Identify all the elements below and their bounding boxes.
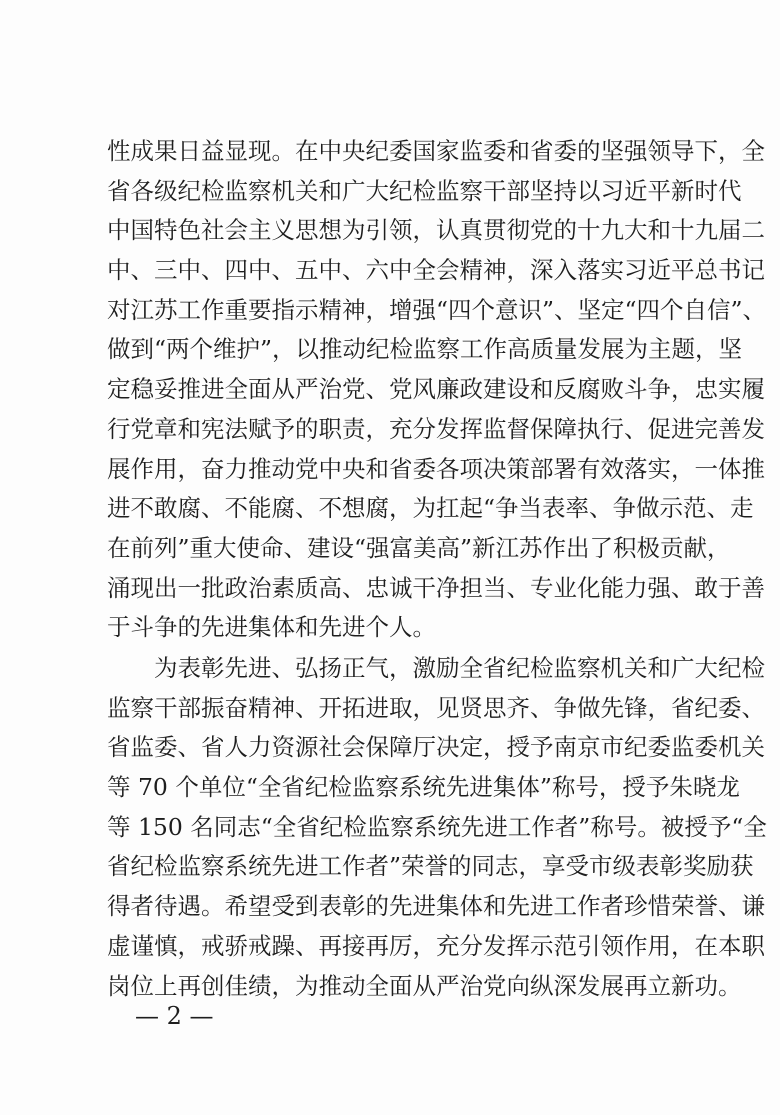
text-line: 行党章和宪法赋予的职责，充分发挥监督保障执行、促进完善发 bbox=[107, 414, 765, 443]
paragraph-1 bbox=[107, 132, 767, 648]
text-line: 对江苏工作重要指示精神，增强“四个意识”、坚定“四个自信”、 bbox=[107, 295, 767, 324]
text-line: 涌现出一批政治素质高、忠诚干净担当、专业化能力强、敢于善 bbox=[107, 573, 765, 602]
text-line: 得者待遇。希望受到表彰的先进集体和先进工作者珍惜荣誉、谦 bbox=[107, 892, 765, 921]
text-line: 为表彰先进、弘扬正气，激励全省纪检监察机关和广大纪检 bbox=[154, 654, 765, 682]
text-line: 中、三中、四中、五中、六中全会精神，深入落实习近平总书记 bbox=[107, 256, 765, 285]
text-line: 中国特色社会主义思想为引领，认真贯彻党的十九大和十九届二 bbox=[107, 216, 765, 245]
text-line: 于斗争的先进集体和先进个人。 bbox=[107, 613, 436, 642]
text-line: 省纪检监察系统先进工作者”荣誉的同志，享受市级表彰奖励获 bbox=[107, 852, 754, 881]
text-line: 虚谨慎，戒骄戒躁、再接再厉，充分发挥示范引领作用，在本职 bbox=[107, 931, 765, 960]
text-line: 省监委、省人力资源社会保障厅决定，授予南京市纪委监委机关 bbox=[107, 733, 765, 762]
text-line: 性成果日益显现。在中央纪委国家监委和省委的坚强领导下，全 bbox=[107, 137, 765, 165]
text-line: 等 70 个单位“全省纪检监察系统先进集体”称号，授予朱晓龙 bbox=[107, 773, 740, 802]
page-number: — 2 — bbox=[135, 1002, 214, 1030]
paragraph-2 bbox=[107, 649, 767, 1006]
text-line: 等 150 名同志“全省纪检监察系统先进工作者”称号。被授予“全 bbox=[107, 812, 767, 841]
text-line: 进不敢腐、不能腐、不想腐，为扛起“争当表率、争做示范、走 bbox=[107, 494, 754, 523]
text-line: 在前列”重大使命、建设“强富美高”新江苏作出了积极贡献， bbox=[107, 533, 731, 562]
text-line: 省各级纪检监察机关和广大纪检监察干部坚持以习近平新时代 bbox=[107, 176, 742, 205]
text-line: 展作用，奋力推动党中央和省委各项决策部署有效落实，一体推 bbox=[107, 454, 765, 483]
text-line: 监察干部振奋精神、开拓进取，见贤思齐、争做先锋，省纪委、 bbox=[107, 693, 765, 722]
text-line: 定稳妥推进全面从严治党、党风廉政建设和反腐败斗争，忠实履 bbox=[107, 375, 765, 404]
text-line: 岗位上再创佳绩，为推动全面从严治党向纵深发展再立新功。 bbox=[107, 971, 742, 1000]
text-line: 做到“两个维护”，以推动纪检监察工作高质量发展为主题，坚 bbox=[107, 335, 743, 364]
